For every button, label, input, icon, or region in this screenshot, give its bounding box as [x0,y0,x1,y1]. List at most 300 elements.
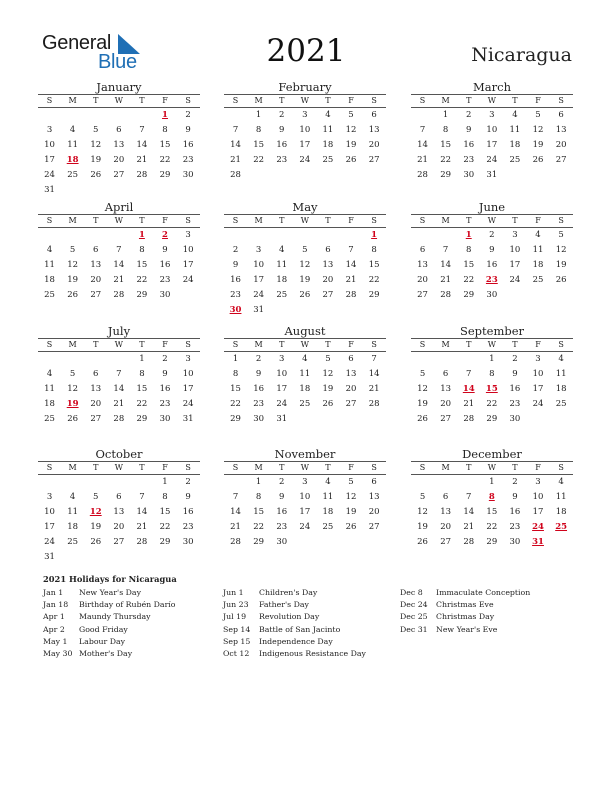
weekday-label: T [279,216,285,225]
day-cell: 2 [185,477,191,487]
day-cell: 6 [442,492,449,502]
day-cell [61,475,84,490]
weekday-label: T [279,340,285,349]
day-cell [61,183,84,198]
day-cell: 25 [44,290,55,300]
weekday-label: F [162,463,168,472]
holiday-name: New Year's Day [79,588,141,597]
day-cell: 9 [185,492,191,502]
weekday-label: W [114,216,123,225]
day-cell: 14 [136,140,148,150]
day-cell: 10 [486,125,498,135]
holiday-name: Christmas Day [436,612,495,622]
week-row [411,382,573,397]
day-cell: 31 [276,414,288,424]
day-cell: 5 [93,492,99,502]
day-cell: 13 [113,507,125,517]
day-cell: 23 [230,290,241,300]
day-cell: 18 [299,384,311,394]
day-cell [153,550,176,565]
weekday-label: S [46,340,53,349]
day-cell: 21 [136,155,148,165]
weekday-label: F [535,340,541,349]
day-cell: 11 [555,369,567,379]
holiday-name: Good Friday [79,624,128,634]
weekday-label: S [185,96,191,105]
holiday-name: Immaculate Conception [436,588,531,597]
logo-text-blue: Blue [98,51,137,73]
day-cell: 14 [368,369,380,379]
week-row [224,303,386,318]
day-cell: 15 [159,507,171,517]
weekday-label: T [93,96,99,105]
day-cell: 3 [46,492,53,502]
weekday-header-row [224,338,386,352]
weekday-label: T [93,340,99,349]
weekday-label: T [139,96,145,105]
day-cell: 28 [136,170,148,180]
holiday-date: May 30 [43,648,73,658]
week-row [411,123,573,138]
weekday-label: W [487,96,496,105]
day-cell: 28 [368,399,380,409]
day-cell: 30 [253,414,265,424]
day-cell: 4 [558,477,564,487]
day-cell: 23 [276,522,288,532]
week-row [38,153,200,168]
weekday-label: S [558,340,564,349]
weekday-label: S [185,340,191,349]
day-cell: 2 [279,110,285,120]
day-cell: 26 [345,522,357,532]
weekday-header-row [38,214,200,228]
holiday-date: Dec 25 [400,612,428,622]
weekday-label: S [558,96,564,105]
holiday-day-cell: 25 [555,522,568,532]
day-cell: 17 [532,384,544,394]
day-cell: 6 [93,245,99,255]
weekday-label: T [139,216,145,225]
holiday-entry [43,648,176,660]
month-title: December [462,447,522,461]
week-row [224,520,386,535]
weekday-header-row [38,461,200,475]
day-cell: 22 [136,275,148,285]
day-cell: 21 [463,399,475,409]
day-cell: 17 [182,260,194,270]
day-cell [107,475,130,490]
day-cell: 22 [486,399,498,409]
day-cell: 7 [442,245,449,255]
day-cell: 5 [419,369,426,379]
holiday-day-cell: 1 [138,230,145,240]
day-cell: 10 [253,260,265,270]
weekday-label: T [466,96,472,105]
weekday-label: M [254,216,263,225]
day-cell: 27 [113,537,125,547]
weekday-label: S [419,463,426,472]
day-cell: 7 [116,245,122,255]
day-cell: 27 [368,522,380,532]
day-cell: 17 [44,155,55,165]
month-title: July [107,324,131,338]
day-cell: 2 [185,110,191,120]
holiday-day-cell: 31 [532,537,544,547]
day-cell: 30 [509,414,521,424]
day-cell: 11 [299,369,311,379]
day-cell: 9 [512,492,518,502]
weekday-label: S [371,340,377,349]
weekday-header-row [411,214,573,228]
day-cell: 15 [230,384,241,394]
holiday-name: Mother's Day [79,648,133,658]
day-cell: 29 [230,414,241,424]
day-cell: 22 [230,399,241,409]
weekday-label: M [441,96,450,105]
day-cell: 2 [489,230,495,240]
day-cell: 26 [417,537,428,547]
day-cell: 4 [535,230,541,240]
day-cell: 4 [46,369,53,379]
day-cell: 3 [535,477,541,487]
day-cell: 8 [162,125,168,135]
day-cell: 10 [532,492,544,502]
week-row [411,412,573,427]
day-cell: 5 [93,125,99,135]
day-cell: 25 [44,414,55,424]
day-cell: 27 [417,290,428,300]
day-cell: 19 [90,522,102,532]
day-cell: 4 [279,245,285,255]
weekday-label: S [558,463,564,472]
logo-text-general: General [42,32,112,54]
day-cell: 11 [322,492,334,502]
day-cell [339,535,362,550]
day-cell: 3 [255,245,262,255]
weekday-label: S [185,216,191,225]
day-cell: 25 [276,290,288,300]
week-row [224,228,386,243]
weekday-label: M [441,216,450,225]
day-cell: 29 [486,414,498,424]
month-august [224,324,386,427]
day-cell [84,475,107,490]
day-cell: 24 [299,155,311,165]
week-row [224,412,386,427]
month-title: April [104,200,134,214]
week-row [411,243,573,258]
day-cell: 28 [463,537,475,547]
weekday-label: F [535,96,541,105]
day-cell: 21 [368,384,380,394]
day-cell [130,475,153,490]
holiday-day-cell: 1 [465,230,472,240]
day-cell: 27 [345,399,357,409]
holiday-day-cell: 23 [485,275,498,285]
day-cell: 12 [532,125,544,135]
day-cell [61,550,84,565]
weekday-label: W [300,96,309,105]
day-cell: 30 [486,290,498,300]
day-cell [526,168,549,183]
day-cell: 20 [417,275,428,285]
day-cell: 20 [440,399,452,409]
day-cell: 6 [325,245,331,255]
month-title: June [478,200,506,214]
day-cell: 23 [253,399,265,409]
weekday-label: W [487,216,496,225]
day-cell: 23 [463,155,475,165]
day-cell [293,412,316,427]
day-cell: 16 [486,260,498,270]
week-row [38,535,200,550]
week-row [38,352,200,367]
day-cell: 17 [486,140,498,150]
day-cell: 16 [463,140,475,150]
day-cell: 12 [67,384,79,394]
holiday-date: Jun 1 [223,588,244,597]
weekday-label: S [419,340,426,349]
day-cell: 14 [113,384,125,394]
week-row [224,352,386,367]
day-cell: 11 [509,125,521,135]
day-cell: 22 [159,155,171,165]
day-cell: 6 [371,477,377,487]
day-cell: 23 [509,522,521,532]
day-cell: 26 [67,290,79,300]
holiday-entry [223,599,366,611]
day-cell: 31 [44,185,55,195]
day-cell [316,303,339,318]
week-row [38,367,200,382]
holiday-day-cell: 1 [371,230,378,240]
holiday-day-cell: 30 [229,305,242,315]
day-cell [457,475,480,490]
day-cell: 28 [230,537,241,547]
day-cell: 6 [116,492,122,502]
month-july [38,324,200,427]
day-cell: 15 [463,260,475,270]
day-cell: 16 [159,384,171,394]
week-row [224,535,386,550]
day-cell: 7 [371,354,377,364]
day-cell: 9 [466,125,472,135]
day-cell: 27 [440,537,452,547]
week-row [224,138,386,153]
day-cell: 24 [182,399,194,409]
day-cell: 15 [253,140,265,150]
day-cell: 5 [302,245,308,255]
day-cell: 27 [322,290,334,300]
day-cell: 7 [466,492,472,502]
day-cell: 18 [44,399,55,409]
day-cell: 28 [345,290,357,300]
day-cell: 12 [322,369,334,379]
day-cell [84,550,107,565]
week-row [411,138,573,153]
weekday-label: W [487,463,496,472]
day-cell: 6 [93,369,99,379]
day-cell [434,352,457,367]
holiday-name: Maundy Thursday [79,612,151,622]
day-cell: 14 [230,507,241,517]
week-row [224,108,386,123]
day-cell: 22 [136,399,148,409]
day-cell: 8 [139,245,145,255]
week-row [224,273,386,288]
day-cell: 12 [67,260,79,270]
day-cell: 31 [486,170,498,180]
holiday-name: Revolution Day [259,612,320,622]
day-cell: 26 [67,414,79,424]
week-row [411,490,573,505]
day-cell [550,412,573,427]
day-cell: 8 [371,245,377,255]
weekday-header-row [224,461,386,475]
holiday-date: Jan 1 [43,588,64,597]
day-cell [177,550,200,565]
day-cell: 17 [253,275,265,285]
day-cell: 30 [159,290,171,300]
day-cell [411,352,434,367]
holiday-entry [43,599,176,611]
weekday-label: S [232,463,239,472]
day-cell: 28 [440,290,452,300]
month-title: August [284,324,326,338]
day-cell: 26 [322,399,334,409]
week-row [38,138,200,153]
holiday-name: Indigenous Resistance Day [259,648,366,658]
day-cell: 17 [44,522,55,532]
day-cell: 11 [67,507,79,517]
holiday-day-cell: 15 [485,384,498,394]
day-cell: 18 [532,260,544,270]
day-cell: 19 [67,275,79,285]
day-cell: 9 [279,125,285,135]
holiday-day-cell: 14 [462,384,475,394]
day-cell: 1 [139,354,145,364]
day-cell [107,228,130,243]
day-cell [130,108,153,123]
day-cell: 21 [440,275,452,285]
day-cell: 21 [345,275,357,285]
day-cell: 16 [509,384,521,394]
day-cell: 25 [532,275,544,285]
holiday-entry [223,587,366,599]
day-cell: 7 [348,245,354,255]
week-row [224,153,386,168]
day-cell [526,288,549,303]
holidays-title: 2021 Holidays for Nicaragua [43,574,177,584]
day-cell: 5 [348,110,354,120]
day-cell: 17 [182,384,194,394]
day-cell: 3 [535,354,541,364]
day-cell: 8 [466,245,472,255]
day-cell: 3 [185,354,191,364]
week-row [411,288,573,303]
month-december [411,447,573,550]
day-cell: 12 [417,384,428,394]
day-cell: 13 [90,260,102,270]
day-cell: 15 [253,507,265,517]
day-cell: 29 [159,537,171,547]
day-cell: 10 [532,369,544,379]
weekday-label: T [512,96,518,105]
day-cell: 7 [232,125,239,135]
day-cell: 10 [299,492,311,502]
day-cell [247,168,270,183]
day-cell [130,550,153,565]
week-row [38,550,200,565]
day-cell: 27 [90,290,102,300]
day-cell: 24 [44,537,55,547]
day-cell [247,228,270,243]
week-row [38,258,200,273]
day-cell: 18 [322,507,334,517]
weekday-label: F [162,340,168,349]
week-row [38,288,200,303]
day-cell: 25 [509,155,521,165]
day-cell: 3 [489,110,495,120]
day-cell: 16 [182,140,194,150]
holiday-date: Jan 18 [43,600,69,610]
day-cell: 13 [113,140,125,150]
day-cell: 13 [90,384,102,394]
day-cell: 20 [345,384,357,394]
weekday-label: M [441,340,450,349]
day-cell: 19 [417,522,428,532]
day-cell: 20 [90,275,102,285]
day-cell: 14 [417,140,428,150]
weekday-label: W [114,340,123,349]
day-cell: 28 [463,414,475,424]
day-cell: 3 [302,477,308,487]
day-cell: 15 [486,507,498,517]
day-cell: 18 [322,140,334,150]
day-cell: 16 [509,507,521,517]
weekday-label: T [325,96,331,105]
day-cell: 12 [299,260,311,270]
holiday-date: Sep 14 [223,624,251,634]
day-cell: 9 [185,125,191,135]
day-cell [293,535,316,550]
weekday-label: S [232,216,239,225]
day-cell [61,108,84,123]
holiday-column [400,587,530,636]
month-november [224,447,386,550]
month-february [224,80,386,183]
day-cell [550,535,573,550]
weekday-label: M [68,463,77,472]
day-cell: 11 [276,260,288,270]
day-cell: 9 [279,492,285,502]
day-cell [363,412,386,427]
day-cell: 22 [440,155,452,165]
day-cell [107,352,130,367]
day-cell: 7 [232,492,239,502]
day-cell: 20 [555,140,567,150]
day-cell [316,535,339,550]
weekday-label: F [348,340,354,349]
day-cell: 29 [486,537,498,547]
day-cell: 21 [230,155,241,165]
day-cell: 24 [182,275,194,285]
day-cell: 10 [44,140,55,150]
day-cell: 16 [276,140,288,150]
weekday-header-row [38,338,200,352]
day-cell: 8 [232,369,239,379]
day-cell: 11 [44,260,55,270]
